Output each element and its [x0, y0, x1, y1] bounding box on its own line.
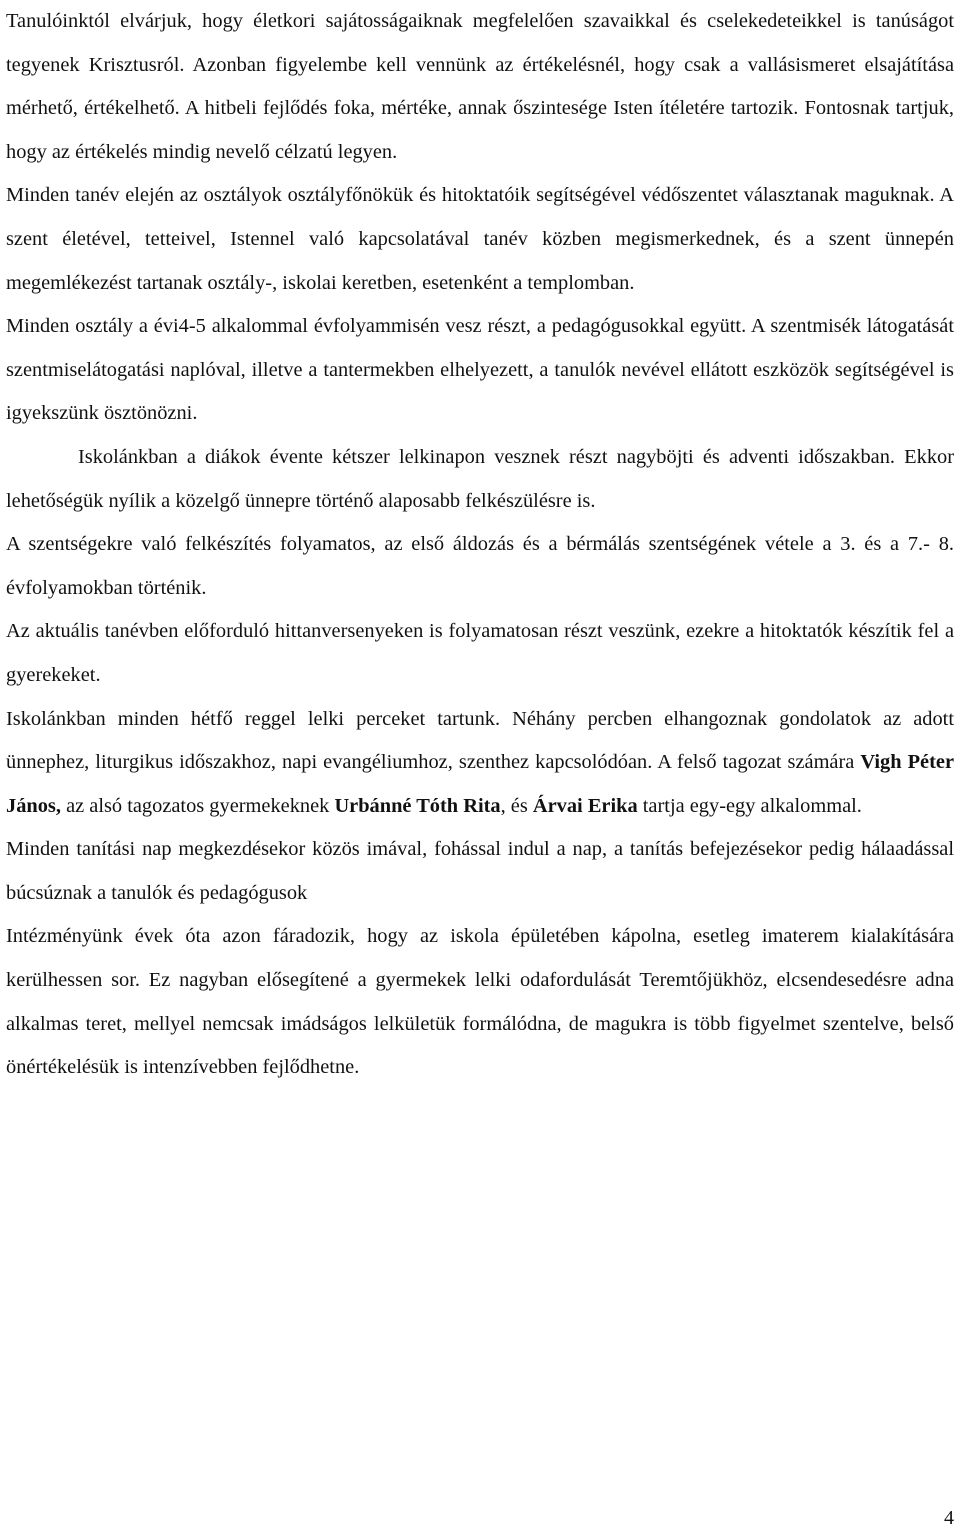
- paragraph-daily-prayer: Minden tanítási nap megkezdésekor közös imával, fohással indul a nap, a tanítás befejezésekor pedig hálaadással búcsúznak a tanulók és pedagógusok: [6, 838, 954, 904]
- paragraph-monday-minutes: [6, 698, 954, 829]
- paragraph-chapel: Intézményünk évek óta azon fáradozik, hogy az iskola épületében kápolna, esetleg imaterem kialakítására kerülhessen sor. Ez nagyban elősegítené a gyermekek lelki odafordulását Teremtőjükhöz, elcsendesedésre adna alkalmas teret, mellyel nemcsak imádságos lelkületük formálódna, de magukra is több figyelmet szentelve, belső önértékelésük is intenzívebben fejlődhetne.: [6, 925, 954, 1079]
- paragraph-evaluation: Tanulóinktól elvárjuk, hogy életkori sajátosságaiknak megfelelően szavaikkal és cselekedeteikkel is tanúságot tegyenek Krisztusról. Azonban figyelembe kell vennünk az értékelésnél, hogy csak a vallásismeret elsajátítása mérhető, értékelhető. A hitbeli fejlődés foka, mértéke, annak őszintesége Isten ítéletére tartozik. Fontosnak tartjuk, hogy az értékelés mindig nevelő célzatú legyen.: [6, 10, 954, 163]
- paragraph-patron-saint: Minden tanév elején az osztályok osztályfőnökük és hitoktatóik segítségével védőszentet választanak maguknak. A szent életével, tetteivel, Istennel való kapcsolatával tanév közben megismerkednek, és a szent ünnepén megemlékezést tartanak osztály-, iskolai keretben, esetenként a templomban.: [6, 184, 954, 294]
- teacher-name-3: Árvai Erika: [532, 794, 638, 817]
- monday-text-part1: Iskolánkban minden hétfő reggel lelki perceket tartunk. Néhány percben elhangoznak gondolatok az adott ünnephez, liturgikus időszakhoz, napi evangéliumhoz, szenthez kapcsolódóan. A felső tagozat számára: [6, 707, 954, 774]
- monday-text-part3: , és: [500, 794, 533, 817]
- document-page: [6, 0, 954, 1090]
- monday-text-part2: az alsó tagozatos gyermekeknek: [60, 794, 335, 817]
- teacher-name-2: Urbánné Tóth Rita: [334, 794, 501, 817]
- monday-text-part4: tartja egy-egy alkalommal.: [637, 794, 862, 817]
- page-number: 4: [944, 1507, 954, 1529]
- paragraph-competitions: Az aktuális tanévben előforduló hittanversenyeken is folyamatosan részt veszünk, ezekre a hitoktatók készítik fel a gyerekeket.: [6, 620, 954, 686]
- teacher-name-1: Vigh Péter János,: [6, 751, 954, 817]
- paragraph-sacraments: A szentségekre való felkészítés folyamatos, az első áldozás és a bérmálás szentségének vétele a 3. és a 7.- 8. évfolyamokban történik.: [6, 533, 954, 599]
- paragraph-retreat-days: Iskolánkban a diákok évente kétszer lelkinapon vesznek részt nagyböjti és adventi időszakban. Ekkor lehetőségük nyílik a közelgő ünnepre történő alaposabb felkészülésre is.: [6, 445, 954, 512]
- paragraph-mass-attendance: Minden osztály a évi4-5 alkalommal évfolyammisén vesz részt, a pedagógusokkal együtt. A szentmisék látogatását szentmiselátogatási naplóval, illetve a tantermekben elhelyezett, a tanulók nevével ellátott eszközök segítségével is igyekszünk ösztönözni.: [6, 315, 954, 425]
